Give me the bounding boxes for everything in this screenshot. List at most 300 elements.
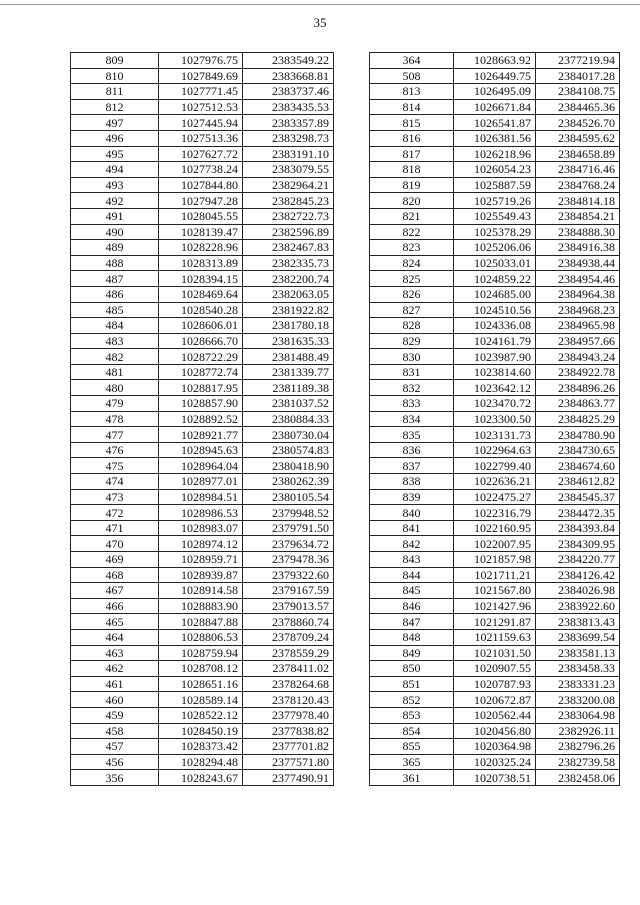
x-coordinate-cell: 1027771.45 bbox=[159, 84, 243, 100]
x-coordinate-cell: 1028651.16 bbox=[159, 676, 243, 692]
x-coordinate-cell: 1021031.50 bbox=[454, 645, 536, 661]
table-row bbox=[71, 552, 334, 568]
table-row bbox=[71, 302, 334, 318]
y-coordinate-cell: 2379478.36 bbox=[243, 552, 334, 568]
y-coordinate-cell: 2378709.24 bbox=[243, 629, 334, 645]
x-coordinate-cell: 1028974.12 bbox=[159, 536, 243, 552]
table-row bbox=[71, 598, 334, 614]
table-row bbox=[370, 130, 620, 146]
point-number-cell: 494 bbox=[71, 162, 159, 178]
y-coordinate-cell: 2377219.94 bbox=[536, 53, 620, 69]
y-coordinate-cell: 2384896.26 bbox=[536, 380, 620, 396]
coordinates-table-right-body bbox=[370, 53, 620, 786]
table-row bbox=[71, 333, 334, 349]
y-coordinate-cell: 2383064.98 bbox=[536, 707, 620, 723]
table-row bbox=[71, 162, 334, 178]
point-number-cell: 829 bbox=[370, 333, 454, 349]
x-coordinate-cell: 1025206.06 bbox=[454, 240, 536, 256]
point-number-cell: 836 bbox=[370, 442, 454, 458]
x-coordinate-cell: 1027627.72 bbox=[159, 146, 243, 162]
table-row bbox=[71, 271, 334, 287]
point-number-cell: 488 bbox=[71, 255, 159, 271]
point-number-cell: 464 bbox=[71, 629, 159, 645]
x-coordinate-cell: 1027844.80 bbox=[159, 177, 243, 193]
point-number-cell: 486 bbox=[71, 286, 159, 302]
point-number-cell: 838 bbox=[370, 474, 454, 490]
point-number-cell: 835 bbox=[370, 427, 454, 443]
table-row bbox=[71, 193, 334, 209]
x-coordinate-cell: 1022799.40 bbox=[454, 458, 536, 474]
y-coordinate-cell: 2380262.39 bbox=[243, 474, 334, 490]
point-number-cell: 831 bbox=[370, 364, 454, 380]
y-coordinate-cell: 2381488.49 bbox=[243, 349, 334, 365]
y-coordinate-cell: 2381635.33 bbox=[243, 333, 334, 349]
table-row bbox=[370, 629, 620, 645]
y-coordinate-cell: 2384888.30 bbox=[536, 224, 620, 240]
x-coordinate-cell: 1028986.53 bbox=[159, 505, 243, 521]
table-row bbox=[370, 723, 620, 739]
x-coordinate-cell: 1028914.58 bbox=[159, 583, 243, 599]
table-row bbox=[71, 224, 334, 240]
x-coordinate-cell: 1020672.87 bbox=[454, 692, 536, 708]
point-number-cell: 821 bbox=[370, 208, 454, 224]
x-coordinate-cell: 1028540.28 bbox=[159, 302, 243, 318]
table-row bbox=[370, 286, 620, 302]
point-number-cell: 840 bbox=[370, 505, 454, 521]
point-number-cell: 365 bbox=[370, 754, 454, 770]
x-coordinate-cell: 1026495.09 bbox=[454, 84, 536, 100]
y-coordinate-cell: 2381922.82 bbox=[243, 302, 334, 318]
point-number-cell: 482 bbox=[71, 349, 159, 365]
x-coordinate-cell: 1022316.79 bbox=[454, 505, 536, 521]
x-coordinate-cell: 1028606.01 bbox=[159, 318, 243, 334]
x-coordinate-cell: 1027738.24 bbox=[159, 162, 243, 178]
table-row bbox=[370, 754, 620, 770]
point-number-cell: 478 bbox=[71, 411, 159, 427]
x-coordinate-cell: 1028984.51 bbox=[159, 489, 243, 505]
y-coordinate-cell: 2383331.23 bbox=[536, 676, 620, 692]
y-coordinate-cell: 2381780.18 bbox=[243, 318, 334, 334]
x-coordinate-cell: 1021711.21 bbox=[454, 567, 536, 583]
table-row bbox=[71, 661, 334, 677]
coordinates-table-left-body bbox=[71, 53, 334, 786]
table-row bbox=[370, 208, 620, 224]
y-coordinate-cell: 2384968.23 bbox=[536, 302, 620, 318]
x-coordinate-cell: 1021857.98 bbox=[454, 552, 536, 568]
x-coordinate-cell: 1024336.08 bbox=[454, 318, 536, 334]
table-row bbox=[370, 567, 620, 583]
table-row bbox=[370, 536, 620, 552]
x-coordinate-cell: 1025378.29 bbox=[454, 224, 536, 240]
table-row bbox=[71, 583, 334, 599]
point-number-cell: 489 bbox=[71, 240, 159, 256]
x-coordinate-cell: 1023131.73 bbox=[454, 427, 536, 443]
y-coordinate-cell: 2384595.62 bbox=[536, 130, 620, 146]
point-number-cell: 842 bbox=[370, 536, 454, 552]
point-number-cell: 461 bbox=[71, 676, 159, 692]
x-coordinate-cell: 1028857.90 bbox=[159, 396, 243, 412]
x-coordinate-cell: 1028243.67 bbox=[159, 770, 243, 786]
table-row bbox=[71, 645, 334, 661]
y-coordinate-cell: 2382063.05 bbox=[243, 286, 334, 302]
table-row bbox=[370, 458, 620, 474]
table-row bbox=[71, 629, 334, 645]
point-number-cell: 491 bbox=[71, 208, 159, 224]
y-coordinate-cell: 2377978.40 bbox=[243, 707, 334, 723]
x-coordinate-cell: 1028663.92 bbox=[454, 53, 536, 69]
table-row bbox=[370, 271, 620, 287]
table-row bbox=[370, 520, 620, 536]
x-coordinate-cell: 1024859.22 bbox=[454, 271, 536, 287]
y-coordinate-cell: 2378264.68 bbox=[243, 676, 334, 692]
x-coordinate-cell: 1025033.01 bbox=[454, 255, 536, 271]
point-number-cell: 841 bbox=[370, 520, 454, 536]
x-coordinate-cell: 1028959.71 bbox=[159, 552, 243, 568]
x-coordinate-cell: 1028589.14 bbox=[159, 692, 243, 708]
table-row bbox=[71, 707, 334, 723]
y-coordinate-cell: 2380730.04 bbox=[243, 427, 334, 443]
point-number-cell: 508 bbox=[370, 68, 454, 84]
y-coordinate-cell: 2381189.38 bbox=[243, 380, 334, 396]
table-row bbox=[370, 53, 620, 69]
x-coordinate-cell: 1024685.00 bbox=[454, 286, 536, 302]
x-coordinate-cell: 1027512.53 bbox=[159, 99, 243, 115]
point-number-cell: 465 bbox=[71, 614, 159, 630]
x-coordinate-cell: 1028883.90 bbox=[159, 598, 243, 614]
point-number-cell: 825 bbox=[370, 271, 454, 287]
point-number-cell: 834 bbox=[370, 411, 454, 427]
point-number-cell: 809 bbox=[71, 53, 159, 69]
table-row bbox=[71, 427, 334, 443]
x-coordinate-cell: 1020738.51 bbox=[454, 770, 536, 786]
y-coordinate-cell: 2384108.75 bbox=[536, 84, 620, 100]
table-row bbox=[71, 754, 334, 770]
x-coordinate-cell: 1020787.93 bbox=[454, 676, 536, 692]
table-row bbox=[71, 115, 334, 131]
point-number-cell: 830 bbox=[370, 349, 454, 365]
x-coordinate-cell: 1028522.12 bbox=[159, 707, 243, 723]
x-coordinate-cell: 1028964.04 bbox=[159, 458, 243, 474]
y-coordinate-cell: 2382458.06 bbox=[536, 770, 620, 786]
point-number-cell: 847 bbox=[370, 614, 454, 630]
y-coordinate-cell: 2382739.58 bbox=[536, 754, 620, 770]
table-row bbox=[71, 770, 334, 786]
y-coordinate-cell: 2383549.22 bbox=[243, 53, 334, 69]
point-number-cell: 813 bbox=[370, 84, 454, 100]
point-number-cell: 477 bbox=[71, 427, 159, 443]
y-coordinate-cell: 2379634.72 bbox=[243, 536, 334, 552]
point-number-cell: 492 bbox=[71, 193, 159, 209]
table-row bbox=[71, 99, 334, 115]
y-coordinate-cell: 2383298.73 bbox=[243, 130, 334, 146]
x-coordinate-cell: 1024510.56 bbox=[454, 302, 536, 318]
table-row bbox=[71, 676, 334, 692]
table-row bbox=[370, 411, 620, 427]
x-coordinate-cell: 1028772.74 bbox=[159, 364, 243, 380]
point-number-cell: 490 bbox=[71, 224, 159, 240]
x-coordinate-cell: 1025887.59 bbox=[454, 177, 536, 193]
table-row bbox=[370, 692, 620, 708]
point-number-cell: 485 bbox=[71, 302, 159, 318]
coordinates-table-right bbox=[369, 52, 620, 786]
y-coordinate-cell: 2379013.57 bbox=[243, 598, 334, 614]
x-coordinate-cell: 1021159.63 bbox=[454, 629, 536, 645]
x-coordinate-cell: 1028708.12 bbox=[159, 661, 243, 677]
y-coordinate-cell: 2384768.24 bbox=[536, 177, 620, 193]
x-coordinate-cell: 1021427.96 bbox=[454, 598, 536, 614]
table-row bbox=[370, 318, 620, 334]
table-row bbox=[71, 208, 334, 224]
table-row bbox=[71, 520, 334, 536]
y-coordinate-cell: 2384943.24 bbox=[536, 349, 620, 365]
table-row bbox=[71, 318, 334, 334]
point-number-cell: 364 bbox=[370, 53, 454, 69]
x-coordinate-cell: 1027849.69 bbox=[159, 68, 243, 84]
y-coordinate-cell: 2377701.82 bbox=[243, 739, 334, 755]
point-number-cell: 833 bbox=[370, 396, 454, 412]
table-row bbox=[370, 489, 620, 505]
table-row bbox=[370, 770, 620, 786]
table-row bbox=[71, 505, 334, 521]
y-coordinate-cell: 2382796.26 bbox=[536, 739, 620, 755]
x-coordinate-cell: 1026381.56 bbox=[454, 130, 536, 146]
table-row bbox=[370, 349, 620, 365]
point-number-cell: 458 bbox=[71, 723, 159, 739]
point-number-cell: 496 bbox=[71, 130, 159, 146]
y-coordinate-cell: 2384126.42 bbox=[536, 567, 620, 583]
y-coordinate-cell: 2384220.77 bbox=[536, 552, 620, 568]
x-coordinate-cell: 1027513.36 bbox=[159, 130, 243, 146]
x-coordinate-cell: 1020364.98 bbox=[454, 739, 536, 755]
y-coordinate-cell: 2382722.73 bbox=[243, 208, 334, 224]
y-coordinate-cell: 2384465.36 bbox=[536, 99, 620, 115]
table-row bbox=[370, 99, 620, 115]
point-number-cell: 846 bbox=[370, 598, 454, 614]
x-coordinate-cell: 1023470.72 bbox=[454, 396, 536, 412]
point-number-cell: 817 bbox=[370, 146, 454, 162]
y-coordinate-cell: 2379791.50 bbox=[243, 520, 334, 536]
point-number-cell: 811 bbox=[71, 84, 159, 100]
y-coordinate-cell: 2382845.23 bbox=[243, 193, 334, 209]
y-coordinate-cell: 2384017.28 bbox=[536, 68, 620, 84]
point-number-cell: 460 bbox=[71, 692, 159, 708]
y-coordinate-cell: 2383079.55 bbox=[243, 162, 334, 178]
y-coordinate-cell: 2378559.29 bbox=[243, 645, 334, 661]
table-row bbox=[370, 255, 620, 271]
table-row bbox=[71, 255, 334, 271]
x-coordinate-cell: 1028394.15 bbox=[159, 271, 243, 287]
y-coordinate-cell: 2382964.21 bbox=[243, 177, 334, 193]
table-row bbox=[71, 536, 334, 552]
y-coordinate-cell: 2383435.53 bbox=[243, 99, 334, 115]
y-coordinate-cell: 2384612.82 bbox=[536, 474, 620, 490]
table-row bbox=[71, 723, 334, 739]
point-number-cell: 820 bbox=[370, 193, 454, 209]
table-row bbox=[370, 427, 620, 443]
y-coordinate-cell: 2381037.52 bbox=[243, 396, 334, 412]
x-coordinate-cell: 1028921.77 bbox=[159, 427, 243, 443]
x-coordinate-cell: 1027947.28 bbox=[159, 193, 243, 209]
x-coordinate-cell: 1022160.95 bbox=[454, 520, 536, 536]
table-row bbox=[71, 130, 334, 146]
point-number-cell: 459 bbox=[71, 707, 159, 723]
point-number-cell: 822 bbox=[370, 224, 454, 240]
top-rule bbox=[0, 4, 640, 5]
y-coordinate-cell: 2383668.81 bbox=[243, 68, 334, 84]
table-row bbox=[370, 707, 620, 723]
x-coordinate-cell: 1027976.75 bbox=[159, 53, 243, 69]
point-number-cell: 481 bbox=[71, 364, 159, 380]
table-row bbox=[370, 84, 620, 100]
table-row bbox=[71, 567, 334, 583]
point-number-cell: 476 bbox=[71, 442, 159, 458]
y-coordinate-cell: 2383581.13 bbox=[536, 645, 620, 661]
table-row bbox=[71, 380, 334, 396]
table-row bbox=[370, 68, 620, 84]
x-coordinate-cell: 1021291.87 bbox=[454, 614, 536, 630]
x-coordinate-cell: 1026218.96 bbox=[454, 146, 536, 162]
point-number-cell: 457 bbox=[71, 739, 159, 755]
x-coordinate-cell: 1028294.48 bbox=[159, 754, 243, 770]
point-number-cell: 469 bbox=[71, 552, 159, 568]
coordinates-table-left bbox=[70, 52, 334, 786]
point-number-cell: 493 bbox=[71, 177, 159, 193]
table-row bbox=[370, 240, 620, 256]
point-number-cell: 837 bbox=[370, 458, 454, 474]
table-row bbox=[370, 302, 620, 318]
point-number-cell: 487 bbox=[71, 271, 159, 287]
point-number-cell: 816 bbox=[370, 130, 454, 146]
table-row bbox=[370, 146, 620, 162]
x-coordinate-cell: 1026449.75 bbox=[454, 68, 536, 84]
point-number-cell: 462 bbox=[71, 661, 159, 677]
y-coordinate-cell: 2384938.44 bbox=[536, 255, 620, 271]
point-number-cell: 815 bbox=[370, 115, 454, 131]
x-coordinate-cell: 1021567.80 bbox=[454, 583, 536, 599]
x-coordinate-cell: 1028139.47 bbox=[159, 224, 243, 240]
x-coordinate-cell: 1028228.96 bbox=[159, 240, 243, 256]
point-number-cell: 832 bbox=[370, 380, 454, 396]
x-coordinate-cell: 1023642.12 bbox=[454, 380, 536, 396]
x-coordinate-cell: 1028945.63 bbox=[159, 442, 243, 458]
y-coordinate-cell: 2383737.46 bbox=[243, 84, 334, 100]
point-number-cell: 466 bbox=[71, 598, 159, 614]
x-coordinate-cell: 1028847.88 bbox=[159, 614, 243, 630]
table-row bbox=[71, 177, 334, 193]
table-row bbox=[71, 692, 334, 708]
x-coordinate-cell: 1026671.84 bbox=[454, 99, 536, 115]
y-coordinate-cell: 2384964.38 bbox=[536, 286, 620, 302]
point-number-cell: 839 bbox=[370, 489, 454, 505]
point-number-cell: 850 bbox=[370, 661, 454, 677]
point-number-cell: 826 bbox=[370, 286, 454, 302]
table-row bbox=[71, 458, 334, 474]
y-coordinate-cell: 2384674.60 bbox=[536, 458, 620, 474]
table-row bbox=[370, 645, 620, 661]
y-coordinate-cell: 2384716.46 bbox=[536, 162, 620, 178]
table-row bbox=[71, 614, 334, 630]
table-row bbox=[71, 53, 334, 69]
y-coordinate-cell: 2384309.95 bbox=[536, 536, 620, 552]
point-number-cell: 480 bbox=[71, 380, 159, 396]
y-coordinate-cell: 2384825.29 bbox=[536, 411, 620, 427]
x-coordinate-cell: 1020907.55 bbox=[454, 661, 536, 677]
x-coordinate-cell: 1026541.87 bbox=[454, 115, 536, 131]
point-number-cell: 843 bbox=[370, 552, 454, 568]
point-number-cell: 827 bbox=[370, 302, 454, 318]
x-coordinate-cell: 1020456.80 bbox=[454, 723, 536, 739]
point-number-cell: 823 bbox=[370, 240, 454, 256]
y-coordinate-cell: 2384957.66 bbox=[536, 333, 620, 349]
table-row bbox=[370, 739, 620, 755]
point-number-cell: 844 bbox=[370, 567, 454, 583]
y-coordinate-cell: 2384393.84 bbox=[536, 520, 620, 536]
y-coordinate-cell: 2380884.33 bbox=[243, 411, 334, 427]
x-coordinate-cell: 1022007.95 bbox=[454, 536, 536, 552]
x-coordinate-cell: 1023814.60 bbox=[454, 364, 536, 380]
y-coordinate-cell: 2382926.11 bbox=[536, 723, 620, 739]
y-coordinate-cell: 2384922.78 bbox=[536, 364, 620, 380]
point-number-cell: 361 bbox=[370, 770, 454, 786]
point-number-cell: 828 bbox=[370, 318, 454, 334]
x-coordinate-cell: 1028977.01 bbox=[159, 474, 243, 490]
point-number-cell: 473 bbox=[71, 489, 159, 505]
point-number-cell: 475 bbox=[71, 458, 159, 474]
x-coordinate-cell: 1028373.42 bbox=[159, 739, 243, 755]
y-coordinate-cell: 2384658.89 bbox=[536, 146, 620, 162]
x-coordinate-cell: 1028666.70 bbox=[159, 333, 243, 349]
point-number-cell: 497 bbox=[71, 115, 159, 131]
x-coordinate-cell: 1022636.21 bbox=[454, 474, 536, 490]
x-coordinate-cell: 1020325.24 bbox=[454, 754, 536, 770]
point-number-cell: 483 bbox=[71, 333, 159, 349]
y-coordinate-cell: 2383699.54 bbox=[536, 629, 620, 645]
table-row bbox=[370, 676, 620, 692]
table-row bbox=[71, 364, 334, 380]
y-coordinate-cell: 2384472.35 bbox=[536, 505, 620, 521]
y-coordinate-cell: 2384814.18 bbox=[536, 193, 620, 209]
table-row bbox=[71, 442, 334, 458]
x-coordinate-cell: 1028817.95 bbox=[159, 380, 243, 396]
point-number-cell: 819 bbox=[370, 177, 454, 193]
y-coordinate-cell: 2384916.38 bbox=[536, 240, 620, 256]
table-row bbox=[370, 661, 620, 677]
y-coordinate-cell: 2384854.21 bbox=[536, 208, 620, 224]
point-number-cell: 470 bbox=[71, 536, 159, 552]
x-coordinate-cell: 1020562.44 bbox=[454, 707, 536, 723]
y-coordinate-cell: 2377490.91 bbox=[243, 770, 334, 786]
y-coordinate-cell: 2378860.74 bbox=[243, 614, 334, 630]
table-row bbox=[370, 583, 620, 599]
point-number-cell: 463 bbox=[71, 645, 159, 661]
x-coordinate-cell: 1027445.94 bbox=[159, 115, 243, 131]
table-row bbox=[370, 224, 620, 240]
point-number-cell: 855 bbox=[370, 739, 454, 755]
table-row bbox=[370, 552, 620, 568]
y-coordinate-cell: 2382596.89 bbox=[243, 224, 334, 240]
y-coordinate-cell: 2379948.52 bbox=[243, 505, 334, 521]
x-coordinate-cell: 1023300.50 bbox=[454, 411, 536, 427]
table-row bbox=[71, 739, 334, 755]
table-row bbox=[370, 115, 620, 131]
table-row bbox=[71, 396, 334, 412]
point-number-cell: 456 bbox=[71, 754, 159, 770]
y-coordinate-cell: 2383813.43 bbox=[536, 614, 620, 630]
y-coordinate-cell: 2383458.33 bbox=[536, 661, 620, 677]
y-coordinate-cell: 2380574.83 bbox=[243, 442, 334, 458]
table-row bbox=[71, 68, 334, 84]
table-row bbox=[71, 411, 334, 427]
